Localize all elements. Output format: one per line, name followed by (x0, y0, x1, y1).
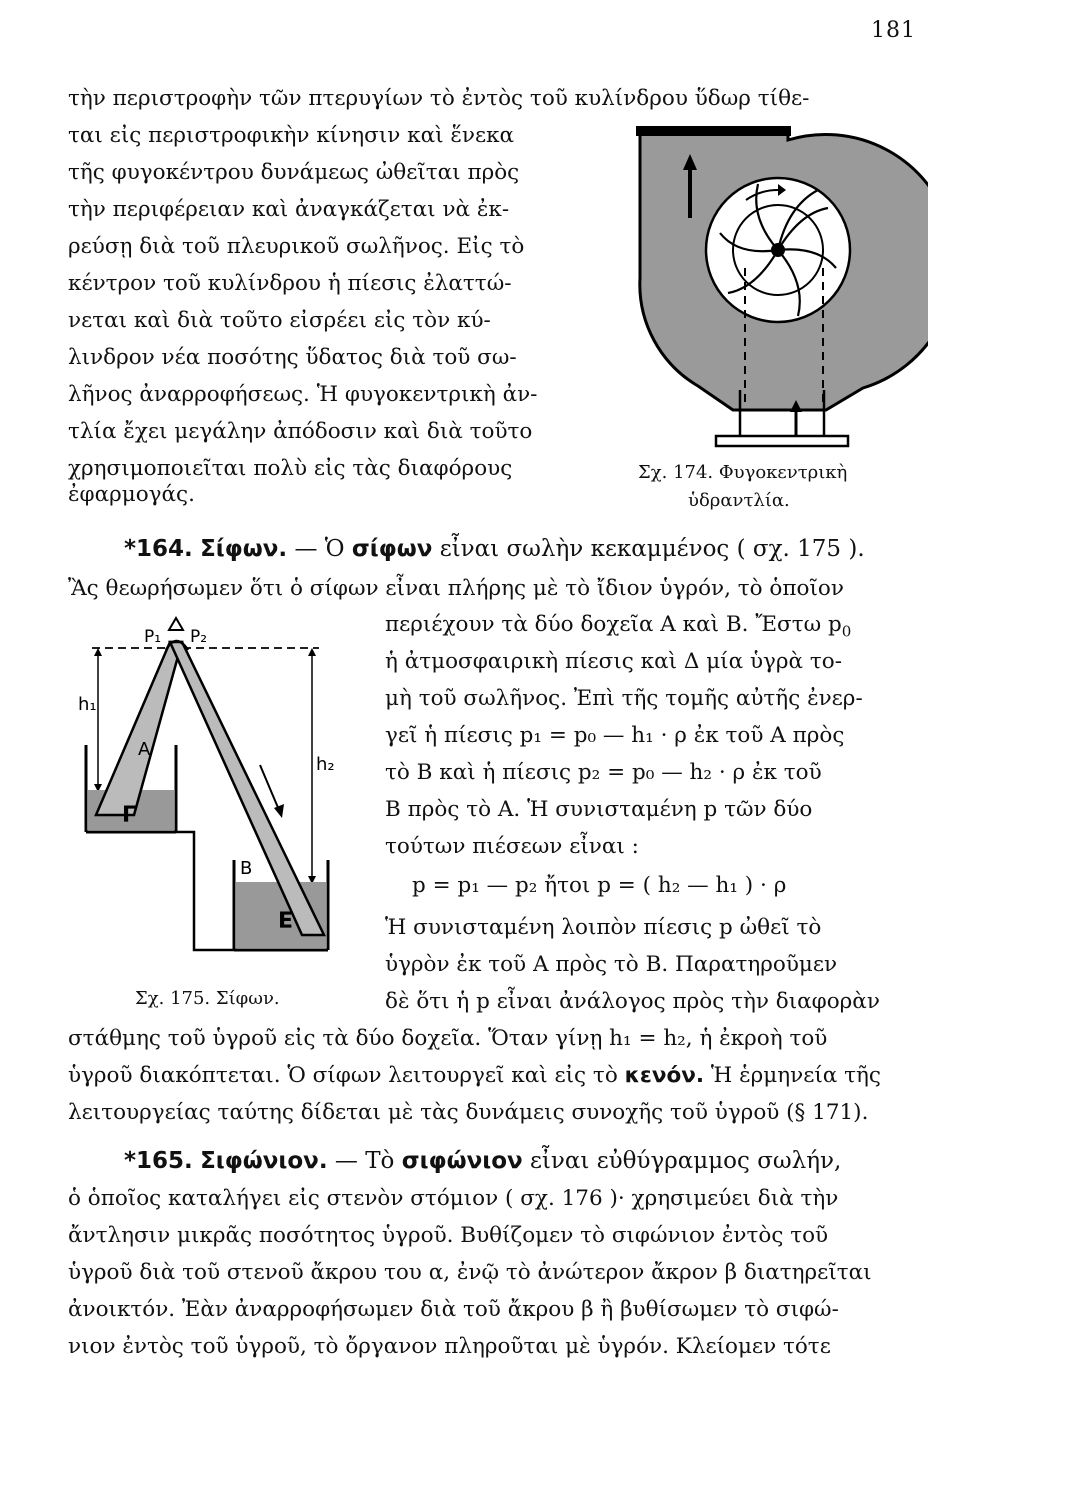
page-number: 181 (871, 18, 916, 43)
text-line: Ἡ συνισταμένη λοιπὸν πίεσις p ὠθεῖ τὸ (385, 915, 822, 940)
text-line: τὸ Β καὶ ἡ πίεσις p₂ = p₀ — h₂ · ρ ἐκ τοῦ (385, 760, 822, 785)
text-line: ἄντλησιν μικρᾶς ποσότητος ὑγροῦ. Βυθίζομεν τὸ σιφώνιον ἐντὸς τοῦ (68, 1223, 829, 1248)
text-line: τούτων πιέσεων εἶναι : (385, 834, 639, 859)
section-number: *164. (124, 536, 193, 562)
text-line: ὑγρὸν ἐκ τοῦ Α πρὸς τὸ Β. Παρατηροῦμεν (385, 952, 838, 977)
text-line: ἡ ἀτμοσφαιρικὴ πίεσις καὶ Δ μία ὑγρὰ το- (385, 649, 842, 674)
text-line: δὲ ὅτι ἡ p εἶναι ἀνάλογος πρὸς τὴν διαφορὰν (385, 989, 880, 1014)
section-title: Σιφώνιον. (200, 1148, 328, 1174)
text-line: γεῖ ἡ πίεσις p₁ = p₀ — h₁ · ρ ἐκ τοῦ Α πρὸς (385, 723, 845, 748)
figure-caption: Σχ. 175. Σίφων. (135, 988, 280, 1009)
siphon-label-g: Γ (122, 803, 137, 828)
text-line: τὴν περιστροφὴν τῶν πτερυγίων τὸ ἐντὸς τοῦ κυλίνδρου ὕδωρ τίθε- (68, 86, 810, 111)
text-line: τῆς φυγοκέντρου δυνάμεως ὠθεῖται πρὸς (68, 160, 520, 185)
text-line: ρεύσῃ διὰ τοῦ πλευρικοῦ σωλῆνος. Εἰς τὸ (68, 234, 525, 259)
figure-caption: ὑδραντλία. (688, 490, 790, 511)
text: εἶναι σωλὴν κεκαμμένος ( σχ. 175 ). (432, 536, 865, 562)
text-line: χρησιμοποιεῖται πολὺ εἰς τὰς διαφόρους (68, 456, 513, 481)
text-line: Ἂς θεωρήσωμεν ὅτι ὁ σίφων εἶναι πλήρης μὲ τὸ ἴδιον ὑγρόν, τὸ ὁποῖον (68, 576, 844, 601)
text-line: κέντρον τοῦ κυλίνδρου ἡ πίεσις ἐλαττώ- (68, 271, 512, 296)
siphon-label-h1: h₁ (78, 694, 97, 715)
formula: p = p₁ — p₂ ἤτοι p = ( h₂ — h₁ ) · ρ (412, 873, 787, 898)
siphon-label-e: Ε (278, 909, 294, 934)
section-title: Σίφων. (200, 536, 288, 562)
term: κενόν. (624, 1063, 705, 1088)
siphon-label-h2: h₂ (316, 754, 335, 775)
text: περιέχουν τὰ δύο δοχεῖα Α καὶ Β. Ἔστω p (385, 612, 842, 637)
section-heading (124, 538, 865, 561)
text-line: στάθμης τοῦ ὑγροῦ εἰς τὰ δύο δοχεῖα. Ὅταν γίνῃ h₁ = h₂, ἡ ἐκροὴ τοῦ (68, 1026, 828, 1051)
siphon-label-a: Α (138, 739, 151, 760)
text-line (68, 1065, 881, 1087)
section-number: *165. (124, 1148, 193, 1174)
text-line: ὑγροῦ διὰ τοῦ στενοῦ ἄκρου του α, ἐνῷ τὸ ἀνώτερον ἄκρον β διατηρεῖται (68, 1260, 872, 1285)
figure-caption: Σχ. 174. Φυγοκεντρικὴ (638, 462, 848, 483)
text-line: νεται καὶ διὰ τοῦτο εἰσρέει εἰς τὸν κύ- (68, 308, 491, 333)
text-line: τλία ἔχει μεγάλην ἀπόδοσιν καὶ διὰ τοῦτο (68, 419, 533, 444)
siphon-figure (74, 610, 374, 955)
text: — Τὸ (327, 1148, 402, 1174)
siphon-label-p2: P₂ (190, 627, 208, 647)
text: Ἡ ἑρμηνεία τῆς (704, 1063, 881, 1088)
text-line: ἀνοικτόν. Ἐὰν ἀναρροφήσωμεν διὰ τοῦ ἄκρου β ἢ βυθίσωμεν τὸ σιφώ- (68, 1297, 839, 1322)
text-line: νιον ἐντὸς τοῦ ὑγροῦ, τὸ ὄργανον πληροῦται μὲ ὑγρόν. Κλείομεν τότε (68, 1334, 831, 1359)
term: σιφώνιον (401, 1148, 523, 1174)
text-line: Β πρὸς τὸ Α. Ἡ συνισταμένη p τῶν δύο (385, 797, 813, 822)
subscript: 0 (841, 622, 852, 641)
siphon-label-b: Β (240, 858, 253, 879)
text-line: ὁ ὁποῖος καταλήγει εἰς στενὸν στόμιον ( σχ. 176 )· χρησιμεύει διὰ τὴν (68, 1186, 839, 1211)
text-line: ται εἰς περιστροφικὴν κίνησιν καὶ ἕνεκα (68, 123, 515, 148)
text-line: λειτουργείας ταύτης δίδεται μὲ τὰς δυνάμεις συνοχῆς τοῦ ὑγροῦ (§ 171). (68, 1100, 869, 1125)
text-line (385, 614, 851, 639)
centrifugal-pump-figure (628, 118, 928, 463)
text: ὑγροῦ διακόπτεται. Ὁ σίφων λειτουργεῖ καὶ εἰς τὸ (68, 1063, 625, 1088)
text: — Ὁ (287, 536, 352, 562)
section-heading (124, 1150, 841, 1173)
text-line: λινδρον νέα ποσότης ὕδατος διὰ τοῦ σω- (68, 345, 517, 370)
text-line: λῆνος ἀναρροφήσεως. Ἡ φυγοκεντρικὴ ἀν- (68, 382, 538, 407)
term: σίφων (351, 536, 433, 562)
text-line: ἐφαρμογάς. (68, 482, 195, 507)
text-line: μὴ τοῦ σωλῆνος. Ἐπὶ τῆς τομῆς αὐτῆς ἐνερ- (385, 686, 863, 711)
siphon-label-p1: P₁ (144, 627, 162, 647)
text-line: τὴν περιφέρειαν καὶ ἀναγκάζεται νὰ ἐκ- (68, 197, 510, 222)
text: εἶναι εὐθύγραμμος σωλήν, (522, 1148, 842, 1174)
